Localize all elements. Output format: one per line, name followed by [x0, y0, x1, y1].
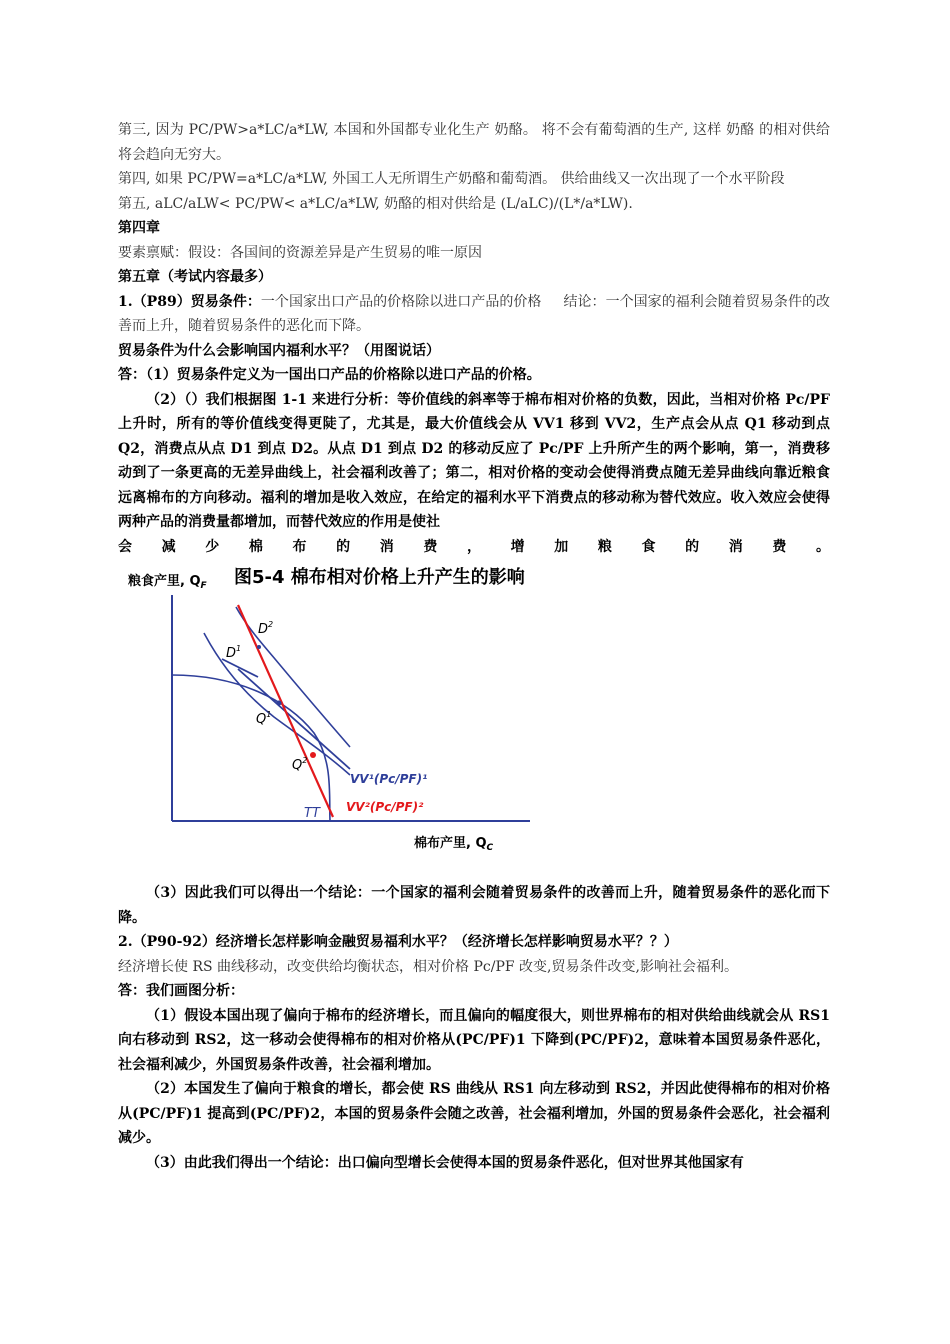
terms-of-trade-def-text: 一个国家出口产品的价格除以进口产品的价格	[260, 293, 542, 310]
chapter-four-heading: 第四章	[118, 220, 160, 236]
label-q2: $Q^2$	[292, 756, 308, 773]
point-q1	[277, 701, 282, 706]
document-page	[118, 118, 830, 1175]
paragraph-third: 第三, 因为 PC/PW>a*LC/a*LW, 本国和外国都专业化生产 奶酪。 将不会有葡萄酒的生产, 这样 奶酪 的相对供给将会趋向无穷大。	[118, 122, 830, 163]
paragraph-fourth: 第四, 如果 PC/PW=a*LC/a*LW, 外国工人无所谓生产奶酪和葡萄酒。 供给曲线又一次出现了一个水平阶段	[118, 171, 785, 187]
point-d2	[257, 645, 261, 649]
terms-of-trade-conclusion: 结论：一个国家的福利会随着贸易条件的改善而上升，随着贸易条件的恶化而下降。	[118, 293, 831, 334]
figure-5-4	[118, 565, 830, 877]
terms-of-trade-definition	[118, 290, 830, 339]
answer-part-1: 答：（1）贸易条件定义为一国出口产品的价格除以进口产品的价格。	[118, 367, 541, 383]
point-q2	[310, 752, 316, 758]
section-2-heading: 2.（P90-92）经济增长怎样影响金融贸易福利水平？（经济增长怎样影响贸易水平？？）	[118, 934, 678, 950]
growth-point-3: （3）由此我们得出一个结论：出口偏向型增长会使得本国的贸易条件恶化，但对世界其他国家有	[146, 1154, 744, 1171]
label-d1: $D^1$	[226, 644, 242, 661]
answer-part-2: （2）（）我们根据图 1-1 来进行分析：等价值线的斜率等于棉布相对价格的负数，因此，当相对价格 Pc/PF 上升时，所有的等价值线变得更陡了，尤其是，最大价值线会从 VV1 移到 VV2，生产点会从点 Q1 移动到点 Q2，消费点从点 D1 到点 D2。从点 D1 到点 D2 的移动反应了 Pc/PF 上升所产生的两个影响，第一，消费移动到了一条更高的无差异曲线上，社会福利改善了；第二，相对价格的变动会使得消费点随无差异曲线向靠近粮食远离棉布的方向移动。福利的增加是收入效应，在给定的福利水平下消费点的移动称为替代效应。收入效应会使得两种产品的消费量都增加，而替代效应的作用是使社	[118, 391, 830, 530]
conclusion-3: （3）因此我们可以得出一个结论：一个国家的福利会随着贸易条件的改善而上升，随着贸易条件的恶化而下降。	[118, 885, 830, 926]
chapter-five-heading: 第五章（考试内容最多）	[118, 269, 272, 285]
figure-svg	[118, 565, 830, 877]
label-vv2: VV²(Pc/PF)²	[346, 800, 424, 814]
label-d2: $D^2$	[258, 620, 274, 637]
answer-intro: 答：我们画图分析：	[118, 983, 244, 999]
paragraph-fifth: 第五, aLC/aLW< PC/PW< a*LC/a*LW, 奶酪的相对供给是 (L/aLC)/(L*/a*LW).	[118, 195, 633, 212]
x-axis-label: 棉布产里, $Q_C$	[414, 836, 494, 853]
section-2-note: 经济增长使 RS 曲线移动，改变供给均衡状态，相对价格 Pc/PF 改变,贸易条件改变,影响社会福利。	[118, 958, 738, 975]
question-welfare: 贸易条件为什么会影响国内福利水平？（用图说话）	[118, 342, 440, 359]
y-axis-label: 粮食产里, $Q_F$	[128, 574, 207, 591]
label-q1: $Q^1$	[256, 710, 272, 727]
terms-of-trade-label: 1.（P89）贸易条件：	[118, 293, 261, 310]
value-line-vv1-upper	[222, 659, 258, 677]
figure-title: 图5-4 棉布相对价格上升产生的影响	[234, 567, 525, 588]
label-tt: TT	[304, 806, 320, 821]
growth-point-1: （1）假设本国出现了偏向于棉布的经济增长，而且偏向的幅度很大，则世界棉布的相对供给曲线就会从 RS1 向右移动到 RS2，这一移动会使得棉布的相对价格从(PC/PF)1 下降到(PC/PF)2，意味着本国贸易条件恶化，社会福利减少，外国贸易条件改善，社会福利增加。	[118, 1007, 830, 1073]
answer-part-2-last-line: 会减少棉布的消费，增加粮食的消费。	[118, 538, 830, 555]
growth-point-2: （2）本国发生了偏向于粮食的增长，都会使 RS 曲线从 RS1 向左移动到 RS2，并因此使得棉布的相对价格从(PC/PF)1 提高到(PC/PF)2，本国的贸易条件会随之改善，社会福利增加，外国的贸易条件会恶化，社会福利减少。	[118, 1081, 830, 1146]
label-vv1: VV¹(Pc/PF)¹	[350, 772, 428, 786]
value-line-vv1	[238, 669, 350, 769]
factor-endowment-text: 要素禀赋：假设：各国间的资源差异是产生贸易的唯一原因	[118, 244, 482, 261]
